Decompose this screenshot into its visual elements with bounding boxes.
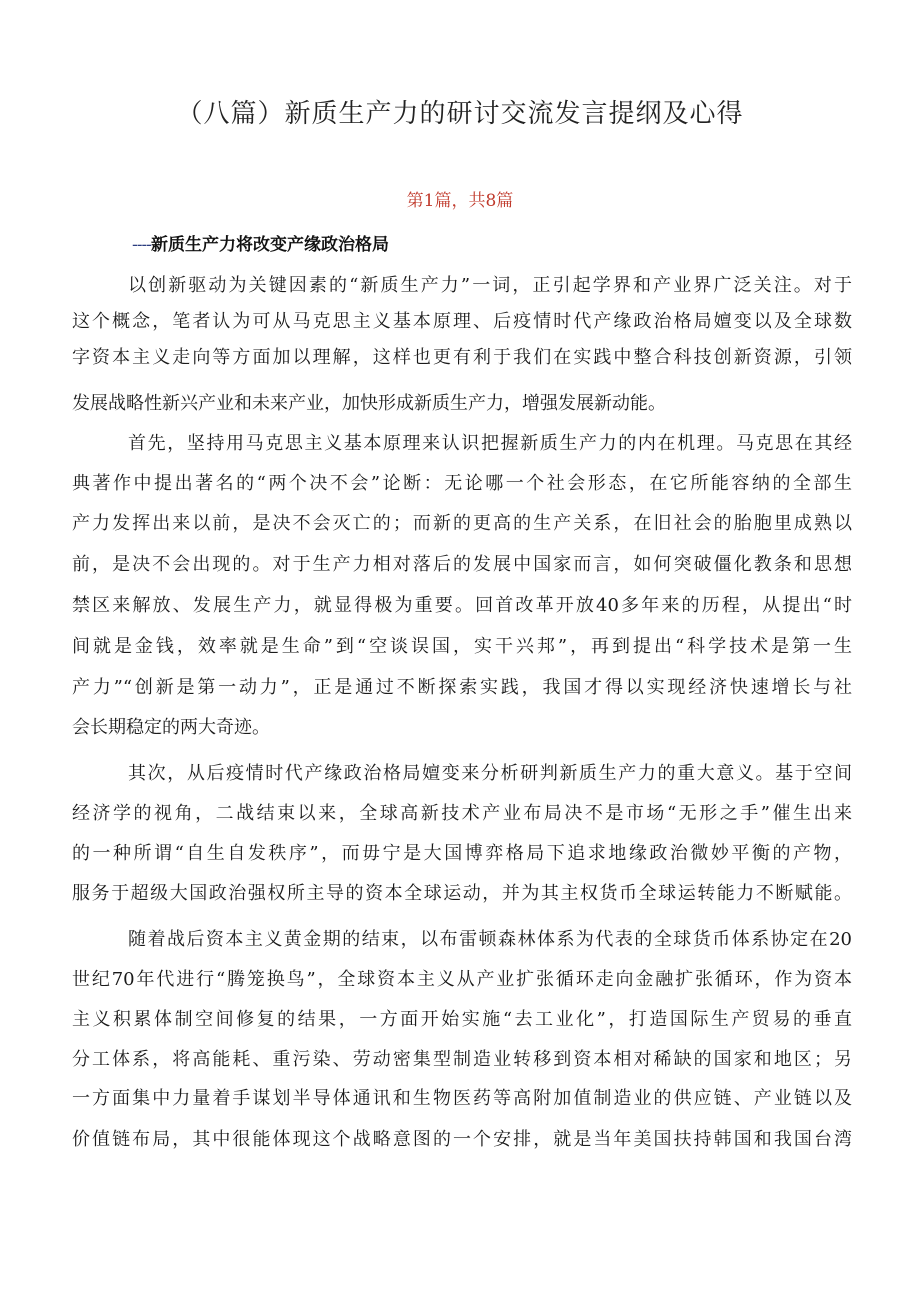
paragraph-line: 典著作中提出著名的“两个决不会”论断：无论哪一个社会形态，在它所能容纳的全部生 (72, 473, 852, 494)
paragraph-line: 产力发挥出来以前，是决不会灭亡的；而新的更高的生产关系，在旧社会的胎胞里成熟以 (72, 513, 852, 534)
paragraph-line: 经济学的视角，二战结束以来，全球高新技术产业布局决不是市场“无形之手”催生出来 (72, 803, 852, 824)
section-heading-dash: ---- (132, 235, 151, 255)
paragraph-line: 随着战后资本主义黄金期的结束，以布雷顿森林体系为代表的全球货币体系协定在20 (128, 929, 852, 950)
paragraph-line: 以创新驱动为关键因素的“新质生产力”一词，正引起学界和产业界广泛关注。对于 (128, 275, 852, 296)
section-heading (132, 230, 389, 255)
paragraph-line: 价值链布局，其中很能体现这个战略意图的一个安排，就是当年美国扶持韩国和我国台湾 (72, 1129, 852, 1150)
document-part-indicator: 第1篇，共8篇 (406, 191, 514, 211)
paragraph-line: 禁区来解放、发展生产力，就显得极为重要。回首改革开放40多年来的历程，从提出“时 (72, 595, 852, 616)
paragraph-line: 首先，坚持用马克思主义基本原理来认识把握新质生产力的内在机理。马克思在其经 (128, 433, 852, 454)
section-heading-text: 新质生产力将改变产缘政治格局 (150, 235, 389, 255)
paragraph-line: 的一种所谓“自生自发秩序”，而毋宁是大国博弈格局下追求地缘政治微妙平衡的产物， (72, 843, 852, 864)
paragraph-line: 会长期稳定的两大奇迹。 (72, 717, 270, 738)
paragraph-line: 主义积累体制空间修复的结果，一方面开始实施“去工业化”，打造国际生产贸易的垂直 (72, 1009, 852, 1030)
paragraph-line: 世纪70年代进行“腾笼换鸟”，全球资本主义从产业扩张循环走向金融扩张循环，作为资本 (72, 969, 852, 990)
paragraph-line: 前，是决不会出现的。对于生产力相对落后的发展中国家而言，如何突破僵化教条和思想 (72, 554, 852, 575)
paragraph-line: 产力”“创新是第一动力”，正是通过不断探索实践，我国才得以实现经济快速增长与社 (72, 677, 852, 698)
paragraph-line: 服务于超级大国政治强权所主导的资本全球运动，并为其主权货币全球运转能力不断赋能。 (72, 883, 852, 904)
paragraph-line: 一方面集中力量着手谋划半导体通讯和生物医药等高附加值制造业的供应链、产业链以及 (72, 1088, 852, 1109)
document-title: （八篇）新质生产力的研讨交流发言提纲及心得 (176, 99, 744, 129)
paragraph-line: 分工体系，将高能耗、重污染、劳动密集型制造业转移到资本相对稀缺的国家和地区；另 (72, 1049, 852, 1070)
paragraph-line: 发展战略性新兴产业和未来产业，加快形成新质生产力，增强发展新动能。 (72, 393, 666, 414)
paragraph-line: 间就是金钱，效率就是生命”到“空谈误国，实干兴邦”，再到提出“科学技术是第一生 (72, 636, 852, 657)
paragraph-line: 字资本主义走向等方面加以理解，这样也更有利于我们在实践中整合科技创新资源，引领 (72, 347, 852, 368)
paragraph-line: 这个概念，笔者认为可从马克思主义基本原理、后疫情时代产缘政治格局嬗变以及全球数 (72, 311, 852, 332)
paragraph-line: 其次，从后疫情时代产缘政治格局嬗变来分析研判新质生产力的重大意义。基于空间 (128, 763, 852, 784)
